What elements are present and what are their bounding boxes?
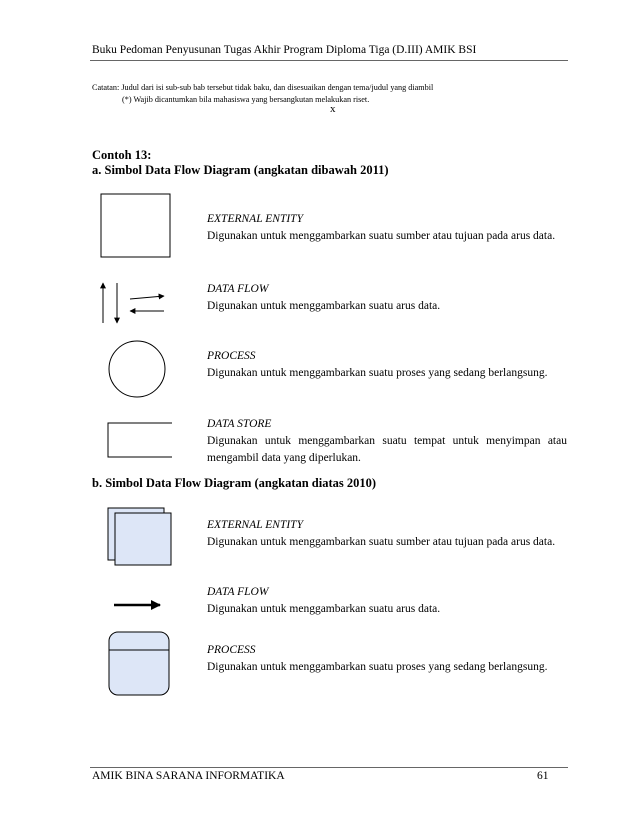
section-b-title: b. Simbol Data Flow Diagram (angkatan diatas 2010) [92,476,377,490]
item-title: DATA FLOW [207,283,269,295]
item-desc: Digunakan untuk menggambarkan suatu proses yang sedang berlangsung. [207,661,548,673]
note-mark: x [330,103,336,115]
item-title: EXTERNAL ENTITY [207,519,303,531]
process-symbol-b [109,632,169,695]
item-b-process [207,642,567,676]
data-store-symbol-a [108,423,172,457]
item-desc: Digunakan untuk menggambarkan suatu tempat untuk menyimpan atau mengambil data yang diperlukan. [207,435,567,464]
page-number: 61 [537,770,549,782]
item-desc: Digunakan untuk menggambarkan suatu sumber atau tujuan pada arus data. [207,536,556,548]
note-line-2: (*) Wajib dicantumkan bila mahasiswa yang bersangkutan melakukan riset. [122,95,370,104]
page-header: Buku Pedoman Penyusunan Tugas Akhir Program Diploma Tiga (D.III) AMIK BSI [92,44,477,56]
item-a-external-entity [207,211,567,245]
data-flow-symbol-a [103,283,164,323]
item-title: PROCESS [207,350,256,362]
process-symbol-a [109,341,165,397]
item-b-data-flow [207,584,567,618]
external-entity-symbol-a [101,194,170,257]
item-a-data-flow [207,281,567,315]
item-a-process [207,348,567,382]
item-desc: Digunakan untuk menggambarkan suatu proses yang sedang berlangsung. [207,367,548,379]
item-title: PROCESS [207,644,256,656]
footer-divider [90,767,568,768]
note-line-1: Catatan: Judul dari isi sub-sub bab tersebut tidak baku, dan disesuaikan dengan tema/judul yang diambil [92,83,434,92]
item-desc: Digunakan untuk menggambarkan suatu arus data. [207,300,441,312]
item-desc: Digunakan untuk menggambarkan suatu sumber atau tujuan pada arus data. [207,230,556,242]
item-b-external-entity [207,517,567,551]
footer-org: AMIK BINA SARANA INFORMATIKA [92,770,285,782]
external-entity-symbol-b [108,508,171,565]
item-title: EXTERNAL ENTITY [207,213,303,225]
example-label: Contoh 13: [92,148,152,162]
section-a-title: a. Simbol Data Flow Diagram (angkatan dibawah 2011) [92,163,389,177]
item-title: DATA FLOW [207,586,269,598]
item-a-data-store [207,416,567,467]
item-title: DATA STORE [207,418,272,430]
item-desc: Digunakan untuk menggambarkan suatu arus data. [207,603,441,615]
